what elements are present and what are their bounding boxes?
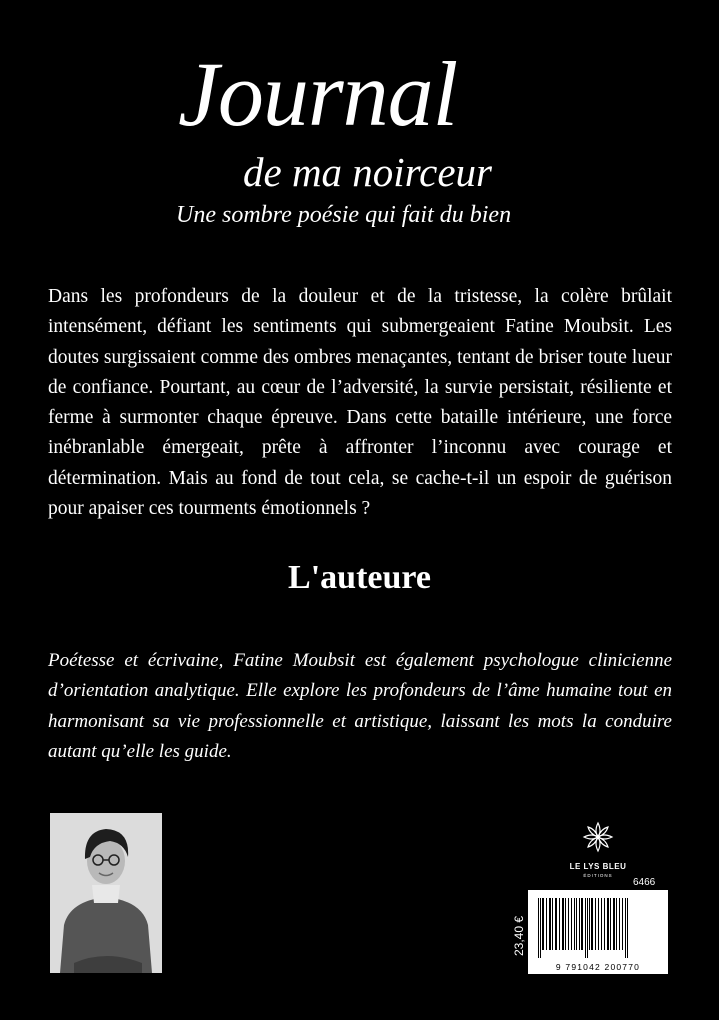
barcode-bar	[549, 898, 551, 950]
barcode-bar	[589, 898, 590, 950]
barcode-bar	[622, 898, 623, 950]
barcode-bar	[542, 898, 544, 950]
publisher-name: LE LYS BLEU	[569, 862, 627, 871]
barcode-bar	[616, 898, 617, 950]
barcode-bar	[546, 898, 547, 950]
barcode-bar	[540, 898, 541, 958]
barcode-bar	[571, 898, 572, 950]
author-bio: Poétesse et écrivaine, Fatine Moubsit est également psychologue clinicienne d’orientation analytique. Elle explore les profondeurs de l’âme humaine tout en harmonisant sa vie professionnelle et artistique, laissant les mots la conduire autant qu’elle les guide.	[48, 650, 672, 762]
barcode-bar	[552, 898, 553, 950]
barcode-bar	[604, 898, 605, 950]
barcode-bar	[595, 898, 596, 950]
barcode-bar	[607, 898, 609, 950]
barcode-bar	[625, 898, 626, 958]
barcode-bar	[555, 898, 557, 950]
publisher-sub: ÉDITIONS	[583, 873, 613, 878]
barcode-bar	[587, 898, 588, 958]
author-heading: L'auteure	[288, 559, 431, 596]
isbn-barcode	[528, 890, 668, 974]
barcode-bar	[591, 898, 593, 950]
barcode-bar	[562, 898, 564, 950]
blurb-text: Dans les profondeurs de la douleur et de la tristesse, la colère brûlait intensément, défiant les sentiments qui submergeaient Fatine Moubsit. Les doutes surgissaient comme des ombres menaçantes, tentant de briser toute lueur de confiance. Pourtant, au cœur de l’adversité, la survie persistait, résiliente et ferme à surmonter chaque épreuve. Dans cette bataille intérieure, une force inébranlable émergeait, prête à affronter l’inconnu avec courage et détermination. Mais au fond de tout cela, se cache-t-il un espoir de guérison pour apaiser ces tourments émotionnels ?	[48, 286, 672, 520]
cover-title-block	[0, 0, 719, 250]
price-label: 23,40 €	[512, 915, 526, 957]
book-subtitle: de ma noirceur	[243, 149, 492, 195]
barcode-digits: 9 791042 200770	[555, 962, 641, 972]
barcode-bar	[579, 898, 580, 950]
barcode-bar	[627, 898, 628, 958]
barcode-bar	[613, 898, 615, 950]
book-code: 6466	[633, 877, 656, 888]
barcode-bar	[585, 898, 586, 958]
book-title: Journal	[178, 43, 458, 145]
barcode-bar	[601, 898, 602, 950]
barcode-bar	[559, 898, 560, 950]
barcode-bar	[598, 898, 599, 950]
barcode-bar	[538, 898, 539, 958]
barcode-bar	[581, 898, 583, 950]
barcode-bar	[619, 898, 620, 950]
barcode-bars	[536, 898, 660, 958]
barcode-bar	[610, 898, 611, 950]
barcode-bar	[568, 898, 569, 950]
barcode-bar	[565, 898, 566, 950]
barcode-bar	[576, 898, 577, 950]
lotus-icon	[581, 820, 615, 854]
barcode-bar	[574, 898, 575, 950]
book-tagline: Une sombre poésie qui fait du bien	[176, 202, 512, 228]
author-photo	[50, 813, 162, 973]
publisher-logo	[548, 820, 648, 878]
